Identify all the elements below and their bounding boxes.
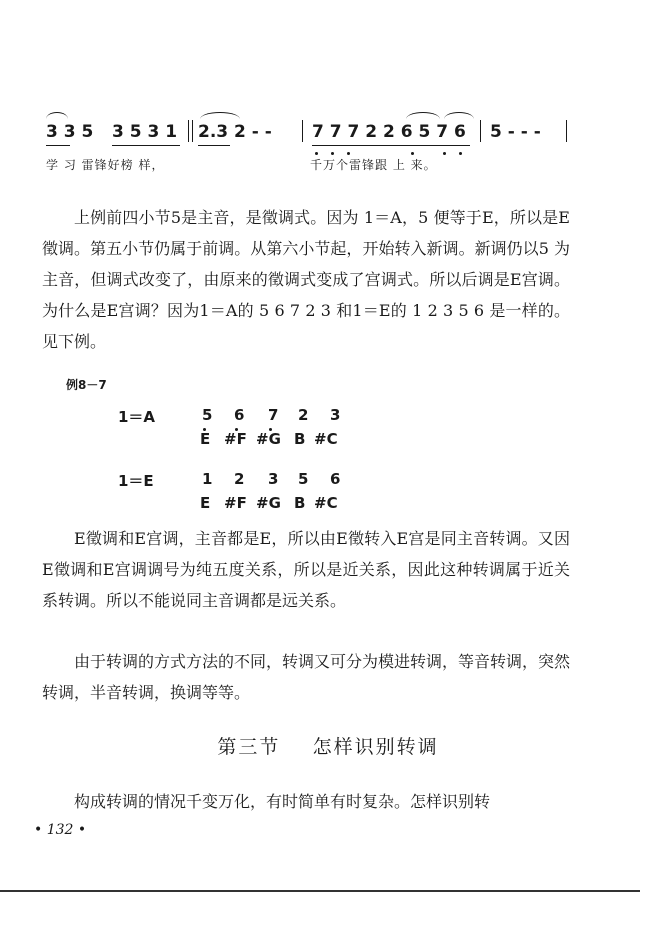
note-letter: #C (314, 494, 338, 512)
lower-dot (347, 152, 350, 155)
note-letter: E (200, 494, 211, 512)
bottom-rule (0, 890, 640, 892)
measure-4: 7 7 7 2 2 6 5 7 6 (312, 122, 466, 142)
example-row-1-key: 1＝A (118, 408, 156, 426)
note-number: 3 (330, 406, 341, 424)
section-title: 第三节 怎样识别转调 (217, 736, 439, 758)
barline (566, 120, 567, 142)
note-letter: #C (314, 430, 338, 448)
note-number: 5 (298, 470, 309, 488)
example-row-2-key: 1＝E (118, 472, 154, 490)
lower-dot (411, 152, 414, 155)
measure-1: 3 3 5 (46, 122, 94, 142)
lower-dot (459, 152, 462, 155)
note-number: 6 (234, 406, 245, 424)
paragraph-4-text: 构成转调的情况千变万化，有时简单有时复杂。怎样识别转 (74, 792, 491, 811)
slur (46, 112, 68, 119)
underline (46, 145, 70, 146)
paragraph-1 (42, 202, 570, 357)
barline (480, 120, 481, 142)
paragraph-4 (42, 786, 570, 817)
example-label: 例8－7 (66, 378, 107, 392)
lyric-line-1: 学 习 雷锋好榜 样， (46, 158, 165, 172)
paragraph-3-text: 由于转调的方式方法的不同，转调又可分为模进转调，等音转调，突然转调，半音转调，换调等等。 (42, 652, 571, 702)
barline (188, 120, 189, 142)
note-letter: #F (224, 430, 247, 448)
note-number: 1 (202, 470, 213, 488)
underline (312, 145, 470, 146)
measure-3: 2.3 2 - - (198, 122, 272, 142)
underline (198, 145, 230, 146)
paragraph-2-text: E徵调和E宫调，主音都是E，所以由E徵转入E宫是同主音转调。又因E徵调和E宫调调号为纯五度关系，所以是近关系，因此这种转调属于近关系转调。所以不能说同主音调都是远关系。 (42, 529, 570, 610)
barline (192, 120, 193, 142)
lower-dot (331, 152, 334, 155)
barline (302, 120, 303, 142)
note-letter: B (294, 494, 306, 512)
measure-2: 3 5 3 1 (112, 122, 178, 142)
music-score (40, 108, 580, 178)
note-letter: #F (224, 494, 247, 512)
note-number: 6 (330, 470, 341, 488)
lyric-line-2: 千万个雷锋跟 上 来。 (310, 158, 437, 172)
note-number: 7 (268, 406, 279, 424)
note-number: 5 (202, 406, 213, 424)
slur (406, 112, 440, 119)
paragraph-1-text: 上例前四小节5是主音，是徵调式。因为 1＝A，5 便等于E，所以是E徵调。第五小节仍属于前调。从第六小节起，开始转入新调。新调仍以5 为主音，但调式改变了，由原来的徵调式变成了宫调式。所以后调是E宫调。为什么是E宫调？因为1＝A的 5 6 7 2 3 和1＝E的 1 2 3 5 6 是一样的。见下例。 (42, 208, 570, 351)
paragraph-3 (42, 646, 570, 708)
slur (200, 112, 240, 119)
note-number: 2 (234, 470, 245, 488)
lower-dot (443, 152, 446, 155)
measure-5: 5 - - - (490, 122, 541, 142)
underline (112, 145, 180, 146)
slur (444, 112, 474, 119)
note-letter: #G (256, 494, 281, 512)
page-number: • 132 • (34, 822, 87, 838)
lower-dot (315, 152, 318, 155)
note-number: 3 (268, 470, 279, 488)
note-letter: #G (256, 430, 281, 448)
note-letter: B (294, 430, 306, 448)
note-number: 2 (298, 406, 309, 424)
note-letter: E (200, 430, 211, 448)
paragraph-2 (42, 523, 570, 616)
